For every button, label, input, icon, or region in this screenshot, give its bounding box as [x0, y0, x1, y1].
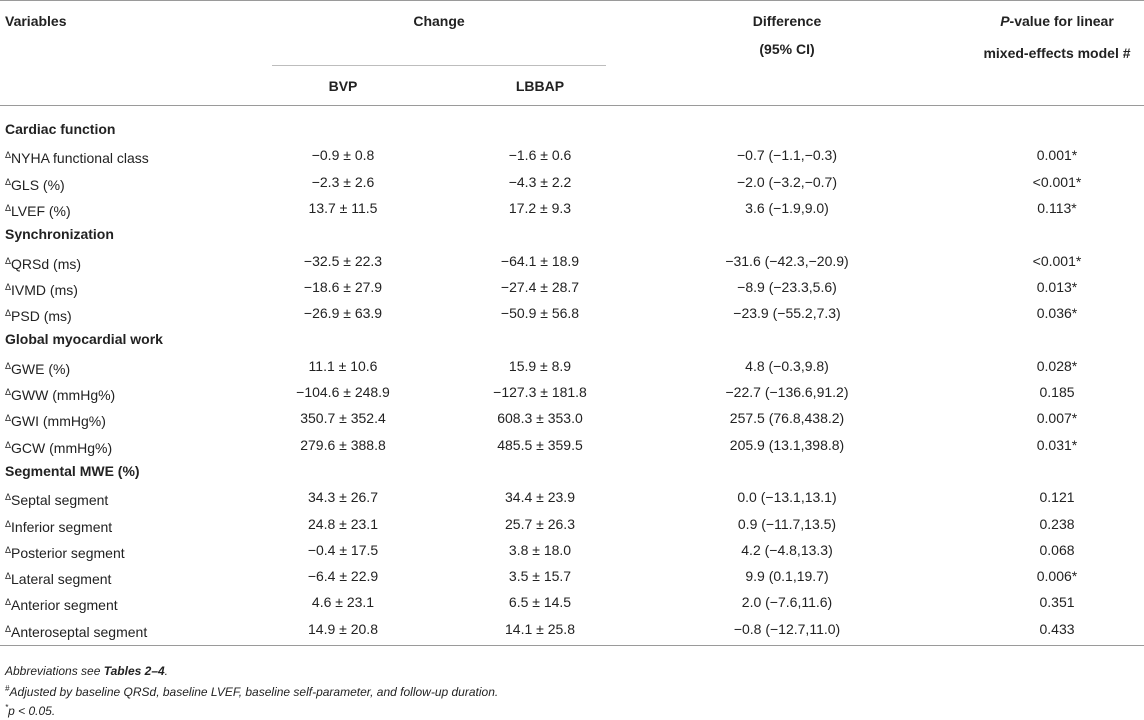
difference-value: −8.9 (−23.3,5.6) [737, 278, 837, 295]
row-label [5, 432, 112, 461]
delta-symbol: Δ [5, 202, 12, 213]
lbbap-value: 25.7 ± 26.3 [505, 515, 575, 532]
table-top-rule [0, 0, 1144, 1]
difference-value: −22.7 (−136.6,91.2) [725, 384, 849, 400]
row-label-text: NYHA functional class [11, 150, 149, 167]
row-label [5, 353, 70, 382]
p-value: 0.028* [1036, 357, 1078, 374]
row-label-text: GWW (mmHg%) [11, 387, 116, 403]
header-lbbap: LBBAP [515, 78, 565, 94]
change-underline [272, 65, 606, 66]
bvp-value: 4.6 ± 23.1 [311, 594, 375, 611]
row-label [5, 195, 71, 224]
row-label [5, 616, 147, 645]
delta-symbol: Δ [5, 281, 12, 292]
difference-value: 257.5 (76.8,438.2) [729, 410, 845, 427]
delta-symbol: Δ [5, 150, 12, 161]
header-difference-ci: (95% CI) [759, 41, 815, 57]
row-label-text: Septal segment [11, 492, 109, 509]
p-value: 0.036* [1036, 305, 1078, 322]
row-label-text: QRSd (ms) [11, 255, 82, 272]
row-label-text: LVEF (%) [11, 202, 71, 219]
delta-symbol: Δ [5, 439, 12, 450]
p-value: <0.001* [1032, 252, 1082, 269]
row-label-text: IVMD (ms) [11, 281, 78, 298]
lbbap-value: 15.9 ± 8.9 [508, 357, 572, 374]
difference-value: 4.2 (−4.8,13.3) [741, 541, 833, 558]
difference-value: −23.9 (−55.2,7.3) [733, 305, 841, 322]
bvp-value: −32.5 ± 22.3 [303, 252, 383, 269]
lbbap-value: −64.1 ± 18.9 [500, 252, 580, 269]
difference-value: 9.9 (0.1,19.7) [745, 568, 829, 585]
p-value: 0.238 [1039, 515, 1075, 532]
section-title: Cardiac function [5, 121, 116, 137]
lbbap-value: 17.2 ± 9.3 [508, 199, 572, 216]
difference-value: 3.6 (−1.9,9.0) [745, 199, 829, 216]
delta-symbol: Δ [5, 597, 12, 608]
bvp-value: 13.7 ± 11.5 [308, 199, 378, 216]
row-label [5, 405, 106, 434]
header-bvp: BVP [328, 78, 358, 94]
header-difference: Difference [752, 13, 822, 29]
delta-symbol: Δ [5, 413, 12, 424]
delta-symbol: Δ [5, 571, 12, 582]
delta-symbol: Δ [5, 308, 12, 319]
lbbap-value: 14.1 ± 25.8 [505, 620, 575, 637]
bvp-value: −6.4 ± 22.9 [307, 568, 379, 585]
difference-value: −0.8 (−12.7,11.0) [733, 620, 841, 637]
lbbap-value: 3.8 ± 18.0 [508, 541, 572, 558]
p-value: 0.001* [1036, 147, 1078, 164]
bvp-value: 34.3 ± 26.7 [308, 489, 378, 506]
lbbap-value: 608.3 ± 353.0 [497, 410, 583, 427]
delta-symbol: Δ [5, 623, 12, 634]
section-title: Synchronization [5, 226, 114, 243]
bvp-value: 350.7 ± 352.4 [300, 410, 386, 427]
p-value: 0.121 [1039, 489, 1075, 506]
lbbap-value: −4.3 ± 2.2 [508, 173, 572, 190]
row-label-text: PSD (ms) [11, 308, 72, 325]
row-label [5, 379, 115, 408]
p-value: 0.007* [1036, 410, 1078, 427]
row-label [5, 563, 111, 592]
difference-value: 2.0 (−7.6,11.6) [741, 594, 833, 611]
bvp-value: 24.8 ± 23.1 [308, 515, 378, 532]
bvp-value: 11.1 ± 10.6 [308, 357, 378, 374]
lbbap-value: −127.3 ± 181.8 [493, 384, 587, 400]
p-value: <0.001* [1032, 173, 1082, 190]
delta-symbol: Δ [5, 255, 12, 266]
difference-value: 0.0 (−13.1,13.1) [737, 489, 837, 506]
row-label [5, 589, 118, 618]
row-label [5, 142, 149, 171]
delta-symbol: Δ [5, 176, 12, 187]
row-label-text: Posterior segment [11, 544, 125, 561]
bvp-value: 14.9 ± 20.8 [308, 620, 378, 637]
table-bottom-rule [0, 645, 1144, 646]
header-variables: Variables [5, 13, 67, 29]
delta-symbol: Δ [5, 518, 12, 529]
lbbap-value: 6.5 ± 14.5 [508, 594, 572, 611]
difference-value: 0.9 (−11.7,13.5) [737, 515, 837, 532]
bvp-value: 279.6 ± 388.8 [300, 436, 386, 453]
lbbap-value: −1.6 ± 0.6 [508, 147, 572, 164]
bvp-value: −2.3 ± 2.6 [311, 173, 375, 190]
p-value: 0.013* [1036, 278, 1078, 295]
difference-value: −31.6 (−42.3,−20.9) [725, 252, 849, 269]
row-label-text: GLS (%) [11, 176, 65, 193]
bvp-value: −18.6 ± 27.9 [303, 278, 383, 295]
delta-symbol: Δ [5, 492, 12, 503]
row-label-text: GWE (%) [11, 360, 71, 377]
row-label [5, 484, 108, 513]
bvp-value: −0.9 ± 0.8 [311, 147, 375, 164]
lbbap-value: 34.4 ± 23.9 [505, 489, 575, 506]
header-bottom-rule [0, 105, 1144, 106]
p-value: 0.185 [1039, 384, 1075, 400]
p-value: 0.006* [1036, 568, 1078, 585]
p-value: 0.433 [1039, 620, 1075, 637]
lbbap-value: 485.5 ± 359.5 [497, 436, 583, 453]
header-pvalue-model: mixed-effects model # [983, 45, 1131, 61]
lbbap-value: 3.5 ± 15.7 [508, 568, 572, 585]
footnote-significance: *p < 0.05. [5, 703, 56, 718]
delta-symbol: Δ [5, 544, 12, 555]
difference-value: −2.0 (−3.2,−0.7) [736, 173, 838, 190]
bvp-value: −0.4 ± 17.5 [307, 541, 379, 558]
lbbap-value: −50.9 ± 56.8 [500, 305, 580, 322]
header-change: Change [413, 13, 465, 29]
section-title: Segmental MWE (%) [5, 462, 140, 479]
row-label [5, 248, 81, 277]
p-value: 0.031* [1036, 436, 1078, 453]
row-label-text: Lateral segment [11, 571, 112, 588]
difference-value: 205.9 (13.1,398.8) [729, 436, 845, 453]
row-label [5, 169, 65, 198]
delta-symbol: Δ [5, 387, 12, 397]
footnote-abbreviations: Abbreviations see Tables 2–4. [5, 664, 169, 678]
row-label-text: Inferior segment [11, 518, 113, 535]
bvp-value: −26.9 ± 63.9 [303, 305, 383, 322]
section-title: Global myocardial work [5, 331, 163, 348]
row-label [5, 537, 125, 566]
bvp-value: −104.6 ± 248.9 [296, 384, 390, 400]
p-value: 0.113* [1037, 199, 1077, 216]
footnote-adjusted: #Adjusted by baseline QRSd, baseline LVEF, baseline self-parameter, and follow-up duration. [5, 684, 499, 699]
difference-value: 4.8 (−0.3,9.8) [745, 357, 829, 374]
header-pvalue: P-value for linear [1000, 13, 1114, 29]
row-label-text: GCW (mmHg%) [11, 439, 113, 456]
p-value: 0.068 [1039, 541, 1075, 558]
difference-value: −0.7 (−1.1,−0.3) [736, 147, 838, 164]
p-value: 0.351 [1039, 594, 1075, 611]
row-label-text: GWI (mmHg%) [11, 413, 106, 430]
row-label-text: Anteroseptal segment [11, 623, 148, 640]
lbbap-value: −27.4 ± 28.7 [500, 278, 580, 295]
row-label [5, 300, 72, 329]
delta-symbol: Δ [5, 360, 12, 371]
row-label [5, 274, 78, 303]
row-label [5, 511, 112, 540]
row-label-text: Anterior segment [11, 597, 118, 614]
